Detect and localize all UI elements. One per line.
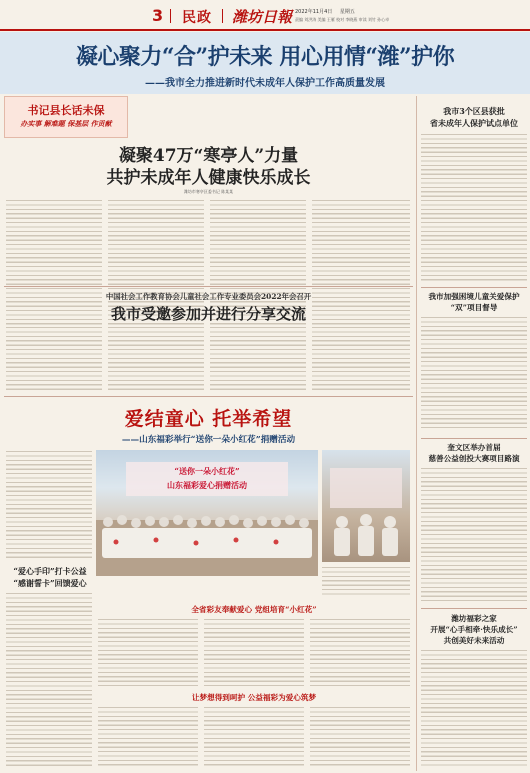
middle-body-col-4 [312,326,410,392]
middle-story [4,286,413,394]
middle-body-col-3 [210,326,306,392]
editor-line: 责编 刘洪涛 美编 王雁 校对 李晓燕 审读 刘竹 孙心卓 [295,17,390,22]
middle-body-col-2 [108,326,204,392]
lower-story [4,396,413,771]
right-story-1-headline-1: 我市3个区县获批 [443,106,505,116]
right-story-1-headline-2: 省未成年人保护试点单位 [430,118,518,128]
section-heading-a: 全省彩友奉献爱心 党组培育“小红花” [191,605,317,614]
feature-byline: 潍坊市寒亭区委书记 陈某某 [183,189,234,194]
feature-headline-1: 凝聚47万“寒亭人”力量 [118,146,299,166]
right-divider-2 [421,438,527,439]
lower-subhead: ——山东福彩举行“送你一朵小红花”捐赠活动 [121,435,296,445]
middle-body-col-1 [6,326,102,392]
masthead-rule [0,29,530,31]
banner-subtitle: ——我市全力推进新时代未成年人保护工作高质量发展 [145,78,385,89]
right-story-3-headline-1: 奎文区举办首届 [447,443,501,452]
masthead-divider [170,9,171,23]
right-story-4-headline-3: 共创美好未来活动 [443,636,505,645]
heading-b-body-col-1 [98,706,198,768]
side-photo-figures [322,450,410,562]
group-photo [96,450,318,576]
secretary-feature [4,96,413,282]
photo-banner-line-1: “送你一朵小红花” [174,466,240,476]
banner [0,32,530,94]
photo-banner-line-2: 山东福彩爱心捐赠活动 [167,480,247,490]
side-title-2: “感谢誓卡”回馈爱心 [13,578,87,588]
heading-b-body-col-3 [310,706,410,768]
kicker-title: 书记县长话未保 [27,104,105,117]
banner-title: 凝心聚力“合”护未来 用心用情“潍”护你 [75,44,455,70]
right-divider-1 [421,287,527,288]
side-title-1: “爱心手印”打卡公益 [13,566,87,576]
lower-left-body [6,450,92,558]
right-story-3-headline-2: 慈善公益创投大赛项目路演 [428,454,520,463]
heading-a-body-col-3 [310,618,410,688]
heading-b-body-col-2 [204,706,304,768]
feature-headline-2: 共护未成年人健康快乐成长 [106,168,311,188]
page-number: 3 [152,6,164,25]
right-story-2-headline-2: “双”项目督导 [450,303,498,312]
right-story-4-body [421,649,527,769]
masthead-date [295,8,355,15]
kicker-tags: 办实事 解难题 保基层 作贡献 [20,119,112,128]
right-story-4-headline-1: 潍坊福彩之家 [451,614,497,623]
side-photo-body [322,566,410,596]
masthead-divider-2 [222,9,223,23]
middle-kicker: 中国社会工作教育协会儿童社会工作专业委员会2022年会召开 [105,292,312,301]
right-divider-3 [421,608,527,609]
right-column [416,96,529,771]
weekday: 星期五 [339,9,355,15]
lower-divider-top [4,396,413,397]
right-story-3-body [421,467,527,604]
masthead [0,0,530,32]
section-name: 民政 [182,10,212,26]
section-heading-b: 让梦想得到呵护 公益福彩为爱心筑梦 [191,693,317,702]
middle-divider-top [4,286,413,287]
date: 2022年11月4日 [295,9,333,15]
side-photo [322,450,410,562]
right-story-2-body [421,316,527,429]
lower-left-body-2 [6,592,92,768]
newspaper-logo: 潍坊日報 [232,8,293,26]
right-story-4-headline-2: 开展“心手相牵·快乐成长” [430,625,518,634]
lower-headline: 爱结童心 托举希望 [124,408,293,430]
heading-a-body-col-2 [204,618,304,688]
heading-a-body-col-1 [98,618,198,688]
middle-headline: 我市受邀参加并进行分享交流 [110,305,306,323]
right-story-2-headline-1: 我市加强困境儿童关爱保护 [428,292,520,301]
right-story-1-body [421,133,527,283]
kicker-box [4,96,128,138]
